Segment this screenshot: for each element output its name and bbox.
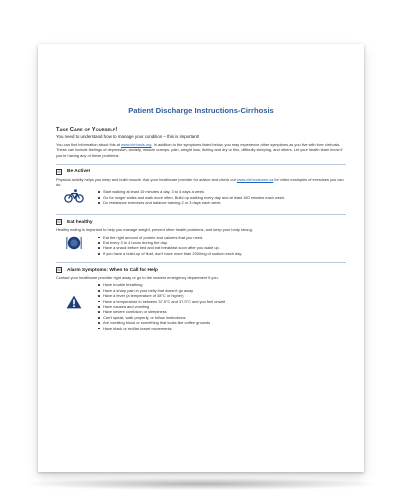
alarm-checkbox[interactable]: ☒ — [57, 268, 61, 273]
section-divider — [56, 164, 346, 165]
document-page — [38, 44, 364, 472]
eat-healthy-list — [92, 235, 346, 257]
list-item: Have a snack before bed and eat breakfast soon after you wake up. — [99, 245, 346, 250]
warning-icon — [66, 295, 82, 314]
list-item: Have severe confusion or sleepiness — [99, 309, 346, 314]
section-alarm — [56, 267, 346, 331]
eat-healthy-checkbox[interactable]: ☒ — [57, 220, 61, 225]
section-eat-healthy — [56, 219, 346, 256]
section-divider — [56, 262, 346, 263]
section-be-active — [56, 169, 346, 208]
take-care-subheading: You need to understand how to manage your condition – this is important! — [56, 134, 200, 139]
list-item: If you have a build-up of fluid, don't have more than 2000mg of sodium each day. — [99, 251, 346, 256]
section-divider — [56, 214, 346, 215]
list-item: Have a temperature in between 37.5°C and 37.9°C and you feel unwell — [99, 299, 346, 304]
document-title: Patient Discharge Instructions-Cirrhosis — [128, 106, 274, 115]
list-item: Start walking at least 10 minutes a day, 3 to 4 days a week. — [99, 189, 346, 194]
list-item: Are vomiting blood or something that looks like coffee grounds — [99, 320, 346, 325]
take-care-text-end: . In addition to the symptoms listed below, you may experience other symptoms as you live with liver cirrhosis. These can include feelings of depression, anxiety, muscle cramps, pain, weight loss, itching and dry or thin, difficulty sleeping, and others. Let your health team know if you're having any of these problems. — [56, 142, 343, 158]
be-active-intro-end: for video examples of exercises you can do. — [56, 176, 344, 188]
list-item: Have a fever (a temperature of 38°C or higher) — [99, 293, 346, 298]
alarm-title: Alarm Symptoms: When to Call for Help — [67, 267, 158, 273]
be-active-checkbox[interactable]: ☒ — [57, 169, 61, 174]
be-active-intro-start: Physical activity helps you keep and build muscle. Ask your healthcare provider for advice and check out — [56, 176, 237, 182]
list-item: Have a sharp pain in your belly that doesn't go away — [99, 288, 346, 293]
be-active-title: Be Active! — [67, 169, 91, 175]
list-item: Go for longer walks and walk more often. Build up walking every day and at least 150 minutes each week. — [99, 195, 346, 200]
section-take-care — [56, 127, 346, 158]
take-care-text-start: You can find information about this at — [56, 142, 121, 147]
cirrhosiscare-link[interactable]: www.cirrhosiscare.ca — [236, 176, 274, 182]
list-item: Eat the right amount of protein and calories that you need. — [99, 235, 346, 240]
list-item: Have black or red/tar bowel movements — [99, 326, 346, 331]
take-care-heading: Take Care of Yourself! — [56, 127, 118, 133]
be-active-list — [92, 189, 346, 205]
list-item: Eat every 3 to 4 hours during the day. — [99, 240, 346, 245]
list-item: Have trouble breathing — [99, 282, 346, 287]
plate-icon — [66, 235, 82, 256]
eat-healthy-intro: Healthy eating is important to help you manage weight, prevent other health problems, and keep your body strong. — [56, 227, 253, 233]
alarm-list — [92, 282, 346, 331]
page-shadow — [26, 478, 376, 490]
cirrhosis-link[interactable]: www.cirrhosis.org — [120, 142, 152, 147]
eat-healthy-title: Eat healthy — [67, 219, 93, 225]
list-item: Have nausea and vomiting — [99, 304, 346, 309]
be-active-intro — [56, 177, 346, 187]
list-item: Do resistance exercises and balance training 2 or 3 days each week. — [99, 200, 346, 205]
alarm-intro: Contact your healthcare provider right away or go to the nearest emergency department if you: — [56, 275, 219, 281]
bicycle-icon — [64, 189, 84, 208]
take-care-paragraph — [56, 142, 346, 158]
list-item: Can't speak, walk properly, or follow instructions — [99, 315, 346, 320]
